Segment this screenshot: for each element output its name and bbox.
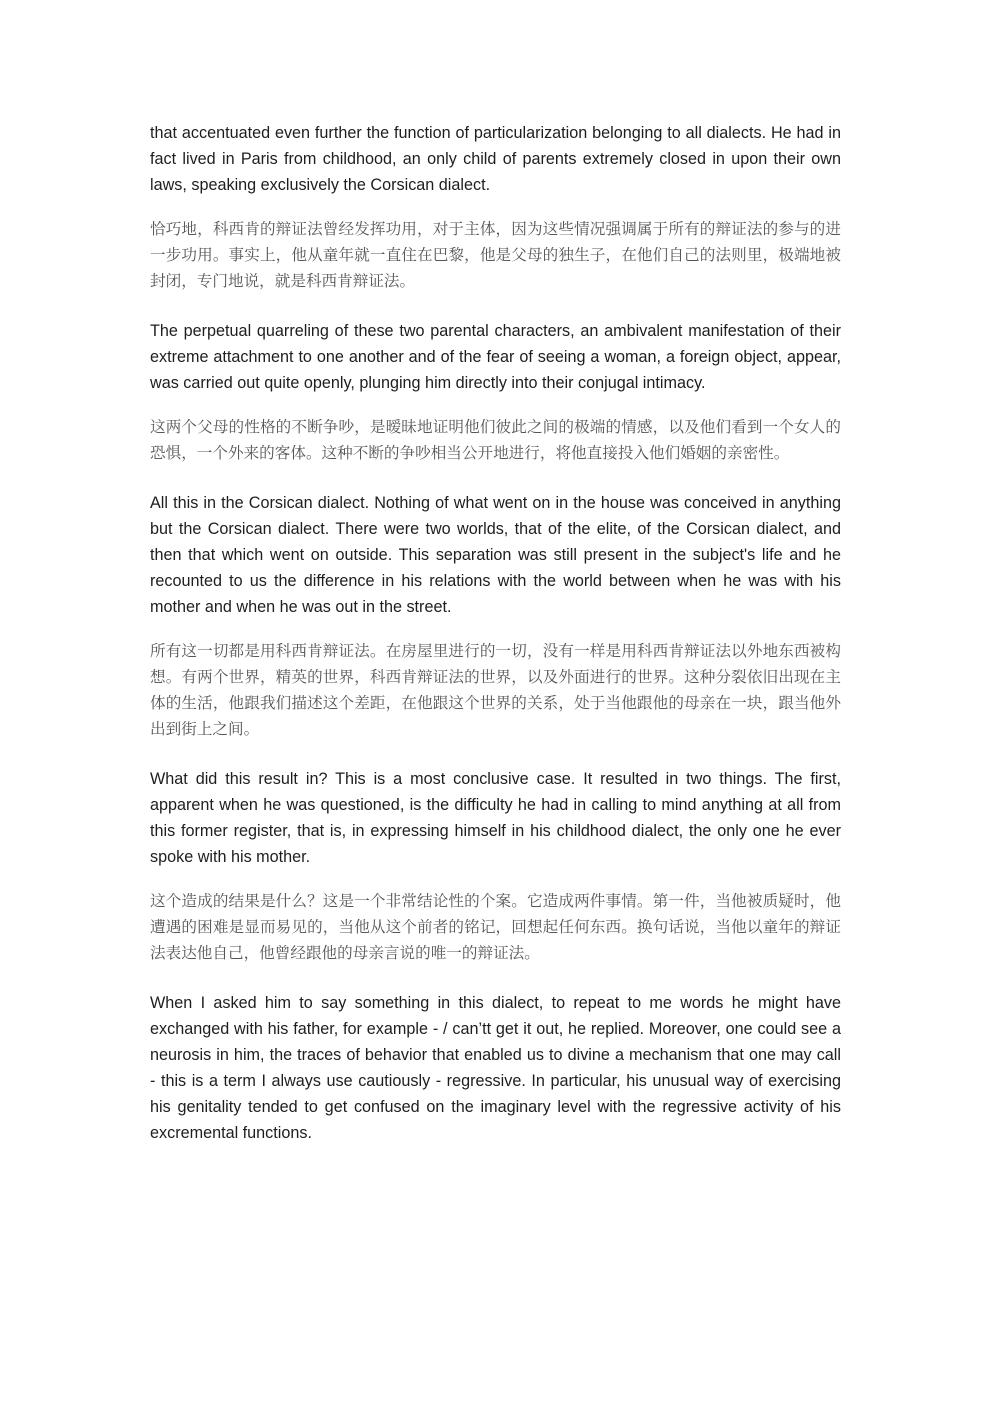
paragraph-en-1: that accentuated even further the function of particularization belonging to all dialects. He had in fact lived in Paris from childhood, an only child of parents extremely closed in upon their own laws, speaking exclusively the Corsican dialect. bbox=[150, 124, 841, 194]
paragraph-zh-4: 这个造成的结果是什么？这是一个非常结论性的个案。它造成两件事情。第一件，当他被质疑时，他遭遇的困难是显而易见的，当他从这个前者的铭记，回想起任何东西。换句话说，当他以童年的辩证法表达他自己，他曾经跟他的母亲言说的唯一的辩证法。 bbox=[150, 892, 841, 962]
paragraph-zh-1: 恰巧地，科西肯的辩证法曾经发挥功用，对于主体，因为这些情况强调属于所有的辩证法的参与的进一步功用。事实上，他从童年就一直住在巴黎，他是父母的独生子，在他们自己的法则里，极端地被封闭，专门地说，就是科西肯辩证法。 bbox=[150, 220, 841, 290]
paragraph-en-5: When I asked him to say something in this dialect, to repeat to me words he might have exchanged with his father, for example - / can’tt get it out, he replied. Moreover, one could see a neurosis in him, the traces of behavior that enabled us to divine a mechanism that one may call - this is a term I always use cautiously - regressive. In particular, his unusual way of exercising his genitality tended to get confused on the imaginary level with the regressive activity of his excremental functions. bbox=[150, 994, 841, 1142]
document-page bbox=[150, 120, 841, 1146]
paragraph-en-2: The perpetual quarreling of these two parental characters, an ambivalent manifestation of their extreme attachment to one another and of the fear of seeing a woman, a foreign object, appear, was carried out quite openly, plunging him directly into their conjugal intimacy. bbox=[150, 322, 841, 392]
paragraph-en-3: All this in the Corsican dialect. Nothing of what went on in the house was conceived in anything but the Corsican dialect. There were two worlds, that of the elite, of the Corsican dialect, and then that which went on outside. This separation was still present in the subject's life and he recounted to us the difference in his relations with the world between when he was with his mother and when he was out in the street. bbox=[150, 494, 841, 616]
paragraph-zh-3: 所有这一切都是用科西肯辩证法。在房屋里进行的一切，没有一样是用科西肯辩证法以外地东西被构想。有两个世界，精英的世界，科西肯辩证法的世界，以及外面进行的世界。这种分裂依旧出现在主体的生活，他跟我们描述这个差距，在他跟这个世界的关系，处于当他跟他的母亲在一块，跟当他外出到街上之间。 bbox=[150, 642, 841, 738]
paragraph-zh-2: 这两个父母的性格的不断争吵，是暧昧地证明他们彼此之间的极端的情感，以及他们看到一个女人的恐惧，一个外来的客体。这种不断的争吵相当公开地进行，将他直接投入他们婚姻的亲密性。 bbox=[150, 418, 841, 462]
paragraph-en-4: What did this result in? This is a most conclusive case. It resulted in two things. The first, apparent when he was questioned, is the difficulty he had in calling to mind anything at all from this former register, that is, in expressing himself in his childhood dialect, the only one he ever spoke with his mother. bbox=[150, 770, 841, 866]
